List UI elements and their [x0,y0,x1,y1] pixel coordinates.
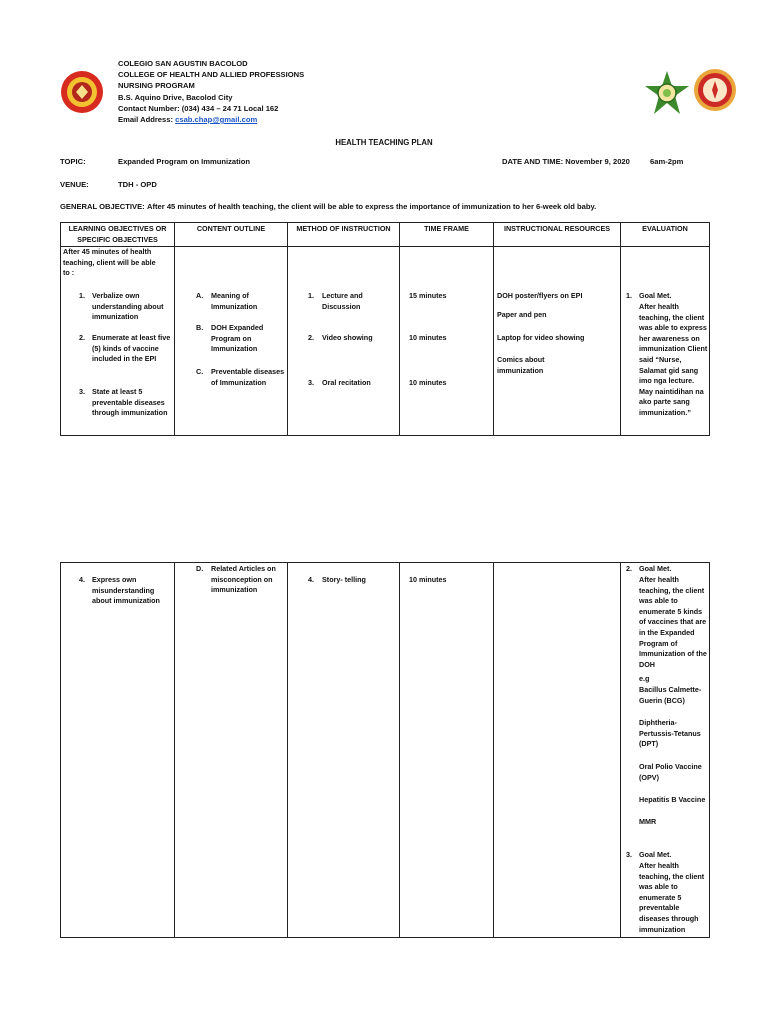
method-number: 2. [308,333,314,342]
general-objective-text: After 45 minutes of health teaching, the client will be able to express the importance of immunization to her 6-week old baby. [147,202,597,211]
table-row [61,563,710,938]
vaccine-item: MMR [639,817,657,826]
method-number: 4. [308,575,314,584]
method-text: Video showing [322,333,373,342]
objective-number: 2. [79,333,85,342]
evaluation-cell [621,563,710,938]
time-frame-value: 10 minutes [409,575,447,584]
learning-objectives-cell [61,247,175,436]
objective-text: Verbalize own understanding about immunization [92,291,164,322]
vaccine-item: Hepatitis B Vaccine [639,795,706,804]
vaccine-item: Bacillus Calmette-Guerin (BCG) [639,685,702,705]
time-frame-cell [400,563,494,938]
col-content-outline: CONTENT OUTLINE [175,223,288,247]
table-row [61,247,710,436]
resources-cell [494,563,621,938]
evaluation-number: 1. [626,291,632,300]
content-outline-cell [175,247,288,436]
resource-item: Comics about immunization [497,355,545,375]
objective-text: Enumerate at least five (5) kinds of vaccine included in the EPI [92,333,171,364]
evaluation-cell [621,247,710,436]
school-name: COLEGIO SAN AGUSTIN BACOLOD [118,59,248,68]
evaluation-number: 2. [626,564,632,573]
time-frame-value: 10 minutes [409,333,447,342]
evaluation-text: After health teaching, the client was able to enumerate 5 kinds of vaccines that are in the Expanded Program of Immunization of the DOH [639,575,707,669]
vaccine-item: Diphtheria-Pertussis-Tetanus (DPT) [639,718,701,749]
general-objective-label: GENERAL OBJECTIVE: [60,202,145,211]
method-cell [288,247,400,436]
contact-number: Contact Number: (034) 434 – 24 71 Local 162 [118,103,279,113]
teaching-plan-table-1 [60,222,710,436]
colegio-san-agustin-logo [60,70,104,114]
college-name: COLLEGE OF HEALTH AND ALLIED PROFESSIONS [118,70,305,80]
venue-label: VENUE: [60,180,89,189]
time-value: 6am-2pm [650,157,684,166]
resource-item: Laptop for video showing [497,333,585,342]
objective-number: 1. [79,291,85,300]
col-evaluation: EVALUATION [621,223,710,247]
nursing-program-logo [693,68,737,112]
outline-text: DOH Expanded Program on Immunization [211,323,264,354]
venue-value: TDH - OPD [118,180,157,189]
outline-text: Preventable diseases of Immunization [211,367,285,387]
topic-value: Expanded Program on Immunization [118,157,251,166]
method-number: 3. [308,378,314,387]
col-instructional-resources: INSTRUCTIONAL RESOURCES [494,223,621,247]
college-seal-logo [644,70,690,116]
email-link[interactable]: csab.chap@gmail.com [175,115,258,125]
email-label: Email Address: [118,115,176,125]
resources-cell [494,247,621,436]
outline-letter: C. [196,367,204,376]
objective-text: Express own misunderstanding about immunization [92,575,160,606]
objective-text: State at least 5 preventable diseases through immunization [92,387,168,418]
topic-label: TOPIC: [60,157,86,166]
time-frame-cell [400,247,494,436]
method-number: 1. [308,291,314,300]
time-frame-value: 10 minutes [409,378,447,387]
date-time-label: DATE AND TIME: November 9, 2020 [502,157,630,166]
outline-letter: D. [196,564,204,573]
evaluation-text: After health teaching, the client was able to enumerate 5 preventable diseases through immunization [639,861,705,934]
resource-item: DOH poster/flyers on EPI [497,291,583,300]
evaluation-text: After health teaching, the client was able to express her awareness on immunization Client said “Nurse, Salamat gid sang imo nga lecture. May naintidihan na ako parte sang immunization.” [639,302,708,417]
teaching-plan-table-2 [60,562,710,938]
resource-item: Paper and pen [497,310,547,319]
document-title: HEALTH TEACHING PLAN [335,138,433,147]
evaluation-number: 3. [626,850,632,859]
learning-objectives-cell [61,563,175,938]
method-cell [288,563,400,938]
table-header-row [61,223,710,247]
content-outline-cell [175,563,288,938]
outline-letter: A. [196,291,204,300]
method-text: Lecture and Discussion [322,291,363,311]
vaccine-item: Oral Polio Vaccine (OPV) [639,762,702,782]
objective-number: 4. [79,575,85,584]
time-frame-value: 15 minutes [409,291,447,300]
col-method-of-instruction: METHOD OF INSTRUCTION [288,223,400,247]
col-learning-objectives: LEARNING OBJECTIVES OR SPECIFIC OBJECTIVES [61,223,175,247]
evaluation-eg: e.g [639,674,650,683]
objective-number: 3. [79,387,85,396]
evaluation-status: Goal Met. [639,291,672,300]
method-text: Story- telling [322,575,366,584]
email-line [118,114,304,125]
school-address: B.S. Aquino Drive, Bacolod City [118,92,233,102]
evaluation-status: Goal Met. [639,850,672,859]
evaluation-status: Goal Met. [639,564,672,573]
objectives-intro: After 45 minutes of health teaching, client will be able to : [63,247,156,278]
col-time-frame: TIME FRAME [400,223,494,247]
school-header [118,58,304,125]
outline-letter: B. [196,323,204,332]
program-name: NURSING PROGRAM [118,81,195,91]
outline-text: Related Articles on misconception on immunization [211,564,276,595]
method-text: Oral recitation [322,378,371,387]
outline-text: Meaning of Immunization [211,291,258,311]
